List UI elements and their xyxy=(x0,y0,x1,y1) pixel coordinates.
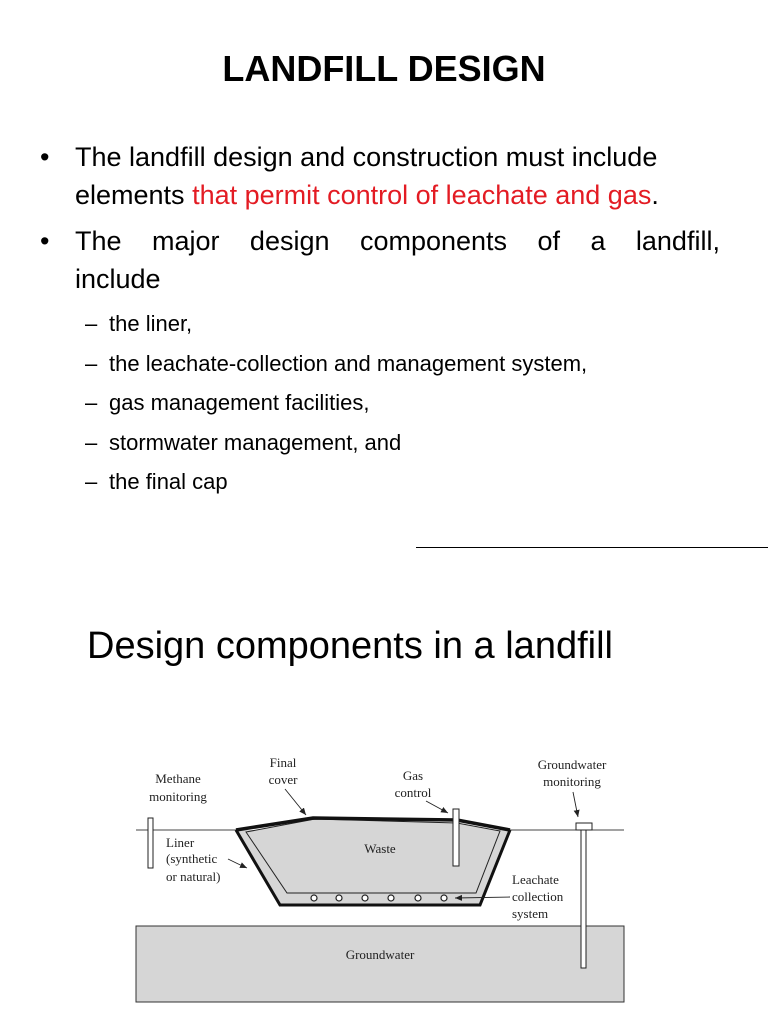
word: a xyxy=(590,226,606,256)
liner-label-line1: Liner xyxy=(166,835,195,850)
gas-label-line1: Gas xyxy=(402,768,424,783)
sub-item xyxy=(85,304,587,344)
bullet-text-plain: The landfill design and construction must include elements xyxy=(75,142,658,210)
final-cover-arrow xyxy=(285,789,306,815)
word: design xyxy=(249,226,330,256)
pipe-circle xyxy=(388,895,394,901)
bullet-symbol: • xyxy=(40,142,50,172)
groundwater-layer xyxy=(136,926,624,1002)
sub-item xyxy=(85,462,587,502)
sub-item-text: stormwater management, and xyxy=(109,429,402,455)
word: of xyxy=(537,226,560,256)
groundwater-well xyxy=(581,830,586,968)
liner-arrow xyxy=(228,859,247,868)
gw-monitoring-arrow xyxy=(573,792,578,817)
methane-label-line2: monitoring xyxy=(149,789,207,804)
waste-label: Waste xyxy=(364,841,396,856)
gw-monitoring-label-line2: monitoring xyxy=(543,774,601,789)
bullet-second-line: include xyxy=(75,264,161,294)
final-cover-label-line2: cover xyxy=(268,772,298,787)
sub-item xyxy=(85,383,587,423)
slide2-title: Design components in a landfill xyxy=(87,625,613,667)
word: major xyxy=(151,226,220,256)
dash-symbol: – xyxy=(85,469,98,494)
leachate-label-line3: system xyxy=(512,906,549,921)
bullet-symbol: • xyxy=(40,226,50,256)
bullet-first-line xyxy=(75,222,720,260)
bullet-text-highlight: that permit control of leachate and gas xyxy=(192,180,652,210)
methane-probe xyxy=(148,818,153,868)
gas-arrow xyxy=(426,801,448,813)
dash-symbol: – xyxy=(85,429,98,455)
bullet-text-end: . xyxy=(651,180,659,210)
sub-item xyxy=(85,423,587,463)
word: components xyxy=(359,226,508,256)
sub-item-text: the final cap xyxy=(109,469,228,494)
final-cover-label-line1: Final xyxy=(269,755,297,770)
groundwater-label: Groundwater xyxy=(345,947,415,962)
pipe-circle xyxy=(415,895,421,901)
methane-label-line1: Methane xyxy=(155,771,201,786)
leachate-label-line2: collection xyxy=(512,889,564,904)
groundwater-well-cap xyxy=(576,823,592,830)
sub-bullet-list xyxy=(85,304,587,502)
word: landfill, xyxy=(635,226,720,256)
waste-body xyxy=(246,819,500,893)
sub-item-text: gas management facilities, xyxy=(109,390,370,415)
slide1-title: LANDFILL DESIGN xyxy=(222,48,546,89)
liner-label-line3: or natural) xyxy=(166,869,221,884)
pipe-circle xyxy=(336,895,342,901)
dash-symbol: – xyxy=(85,311,98,336)
word: The xyxy=(75,226,122,256)
liner-label-line2: (synthetic xyxy=(166,851,218,866)
pipe-circle xyxy=(362,895,368,901)
leachate-label-line1: Leachate xyxy=(512,872,559,887)
pipe-circle xyxy=(311,895,317,901)
bullet-item-design-elements xyxy=(40,138,720,214)
bullet-item-components xyxy=(40,222,720,298)
sub-item-text: the liner, xyxy=(109,311,193,336)
gas-label-line2: control xyxy=(394,785,432,800)
bullet-list xyxy=(40,138,720,306)
dash-symbol: – xyxy=(85,390,98,415)
pipe-circle xyxy=(441,895,447,901)
sub-item xyxy=(85,344,587,384)
gas-control-vent xyxy=(453,809,459,866)
gw-monitoring-label-line1: Groundwater xyxy=(537,757,607,772)
slide-divider xyxy=(416,547,768,548)
sub-item-text: the leachate-collection and management system, xyxy=(109,350,588,376)
dash-symbol: – xyxy=(85,350,98,376)
landfill-diagram xyxy=(0,740,768,1024)
